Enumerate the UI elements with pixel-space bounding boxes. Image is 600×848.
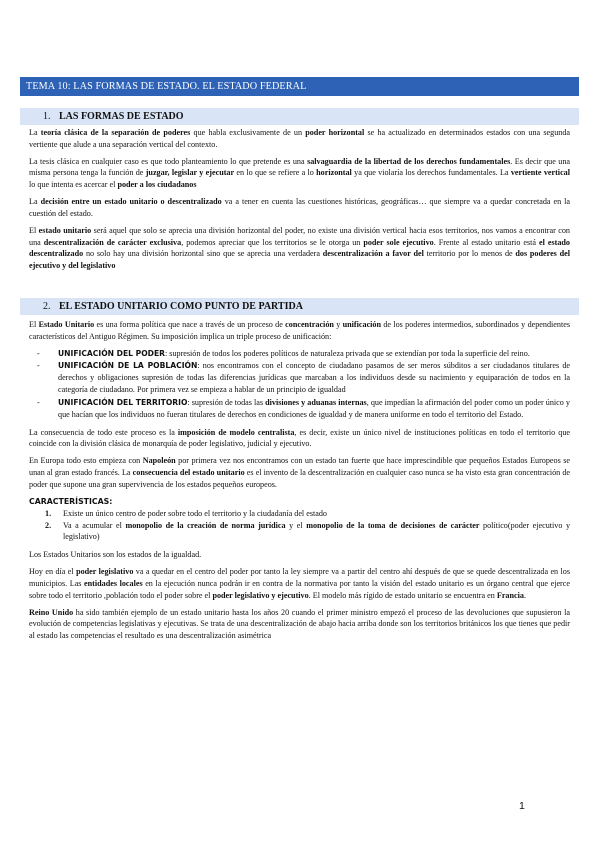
paragraph: Los Estados Unitarios son los estados de la igualdad.	[29, 550, 202, 560]
paragraph: Reino Unido ha sido también ejemplo de un estado unitario hasta los años 20 cuando el primer ministro empezó el proceso de las devoluciones que supusieron la evolución de competencias legislativas y ejecutivas. Se trata de una descentralización de abajo hacia arriba donde son los territorios británicos los que tienes que pedir al estado las competencias el resultado es una descentralización asimétrica	[29, 607, 570, 641]
paragraph: El estado unitario será aquel que solo se aprecia una división horizontal del poder, no existe una división vertical hacia esos territorios, nos vamos a encontrar con una descentralización de carácter exclusiva, podemos apreciar que los territorios se le otorga un poder sole ejecutivo. Frente al estado unitario está el estado descentralizado no solo hay una división horizontal sino que se aprecia una verdadera descentralización a favor del territorio por lo menos de dos poderes del ejecutivo y del legislativo	[29, 225, 570, 271]
paragraph: La tesis clásica en cualquier caso es que todo planteamiento lo que pretende es una salvaguardia de la libertad de los derechos fundamentales. Es decir que una misma persona tenga la función de juzgar, legislar y ejecutar en lo que se refiere a lo horizontal ya que violaría los derechos fundamentales. La vertiente vertical lo que intenta es acercar el poder a los ciudadanos	[29, 156, 571, 190]
section-title: LAS FORMAS DE ESTADO	[59, 111, 184, 122]
list-item: 1. Existe un único centro de poder sobre todo el territorio y la ciudadanía del estado	[45, 508, 327, 518]
section-body-unitario	[29, 319, 570, 647]
list-item: - UNIFICACIÓN DE LA POBLACIÓN: nos encontramos con el concepto de ciudadano pasamos de ser meros súbditos a ser ciudadanos titulares de derechos y obligaciones supresión de todas las diferencias jurídicas que marcaban a los individuos desde su nacimiento y equiparación de todos en la categoría de ciudadano. Por primera vez se empieza a hablar de un principio de igualdad	[37, 361, 571, 395]
list-item: 2. Va a acumular el monopolio de la creación de norma jurídica y el monopolio de la toma de decisiones de carácter político(poder ejecutivo y legislativo)	[45, 520, 571, 542]
paragraph: Hoy en día el poder legislativo va a quedar en el centro del poder por tanto la ley siempre va a partir del centro ahí después de que se quede descentralizada en los municipios. Las entidades locales en la ejecución nunca podrán ir en contra de la normativa por tanto la visión del estado unitario es un órgano central que ejerce sobre todo el territorio ,población todo el poder sobre el poder legislativo y ejecutivo. El modelo más rígido de estado unitario se encuentra en Francia.	[29, 567, 571, 600]
characteristics-list	[29, 508, 570, 543]
paragraph: La decisión entre un estado unitario o descentralizado va a tener en cuenta las cuestiones históricas, geográficas… que siempre va a quedar concretada en la cuestión del estado.	[29, 197, 570, 218]
chapter-title: TEMA 10: LAS FORMAS DE ESTADO. EL ESTADO FEDERAL	[20, 77, 579, 96]
section-number: 1.	[43, 111, 51, 122]
paragraph: En Europa todo esto empieza con Napoleón por primera vez nos encontramos con un estado tan fuerte que hace imprescindible que pequeños Estados Europeos se unan al gran estado francés. La consecuencia del estado unitario es el invento de la descentralización en cualquier caso nunca se ha visto esta gran concentración de poder que supone una gran supervivencia de los estados pequeños europeos.	[29, 456, 570, 489]
characteristics-heading: CARACTERÍSTICAS:	[29, 496, 113, 506]
section-number: 2.	[43, 301, 51, 312]
unification-list	[29, 348, 570, 421]
paragraph: La teoría clásica de la separación de poderes que habla exclusivamente de un poder horizontal se ha actualizado en determinados estados con una segunda vertiente que alude a una separación vertical del contexto.	[29, 128, 570, 149]
section-heading-unitario	[20, 298, 579, 315]
list-item: - UNIFICACIÓN DEL PODER: supresión de todos los poderes políticos de naturaleza privada que se extendían por toda la superficie del reino.	[37, 348, 530, 358]
section-heading-formas	[20, 108, 579, 125]
paragraph: El Estado Unitario es una forma política que nace a través de un proceso de concentración y unificación de los poderes intermedios, subordinados y dependientes característicos del Antiguo Régimen. Su imposición implica un triple proceso de unificación:	[29, 320, 570, 341]
list-item: - UNIFICACIÓN DEL TERRITORIO: supresión de todas las divisiones y aduanas internas, que impedían la afirmación del poder como un poder único y que hacían que los individuos no fueran titulares de derechos en condiciones de igualdad y de manera uniforme en todo el territorio del Estado.	[37, 397, 570, 419]
section-title: EL ESTADO UNITARIO COMO PUNTO DE PARTIDA	[59, 301, 303, 312]
paragraph: La consecuencia de todo este proceso es la imposición de modelo centralista, es decir, existe un único nivel de instituciones políticas en todo el territorio que coincide con la división clásica de monarquía de poder legislativo, judicial y ejecutivo.	[29, 427, 570, 449]
page-number: 1	[519, 800, 525, 812]
section-body-formas	[29, 127, 570, 277]
